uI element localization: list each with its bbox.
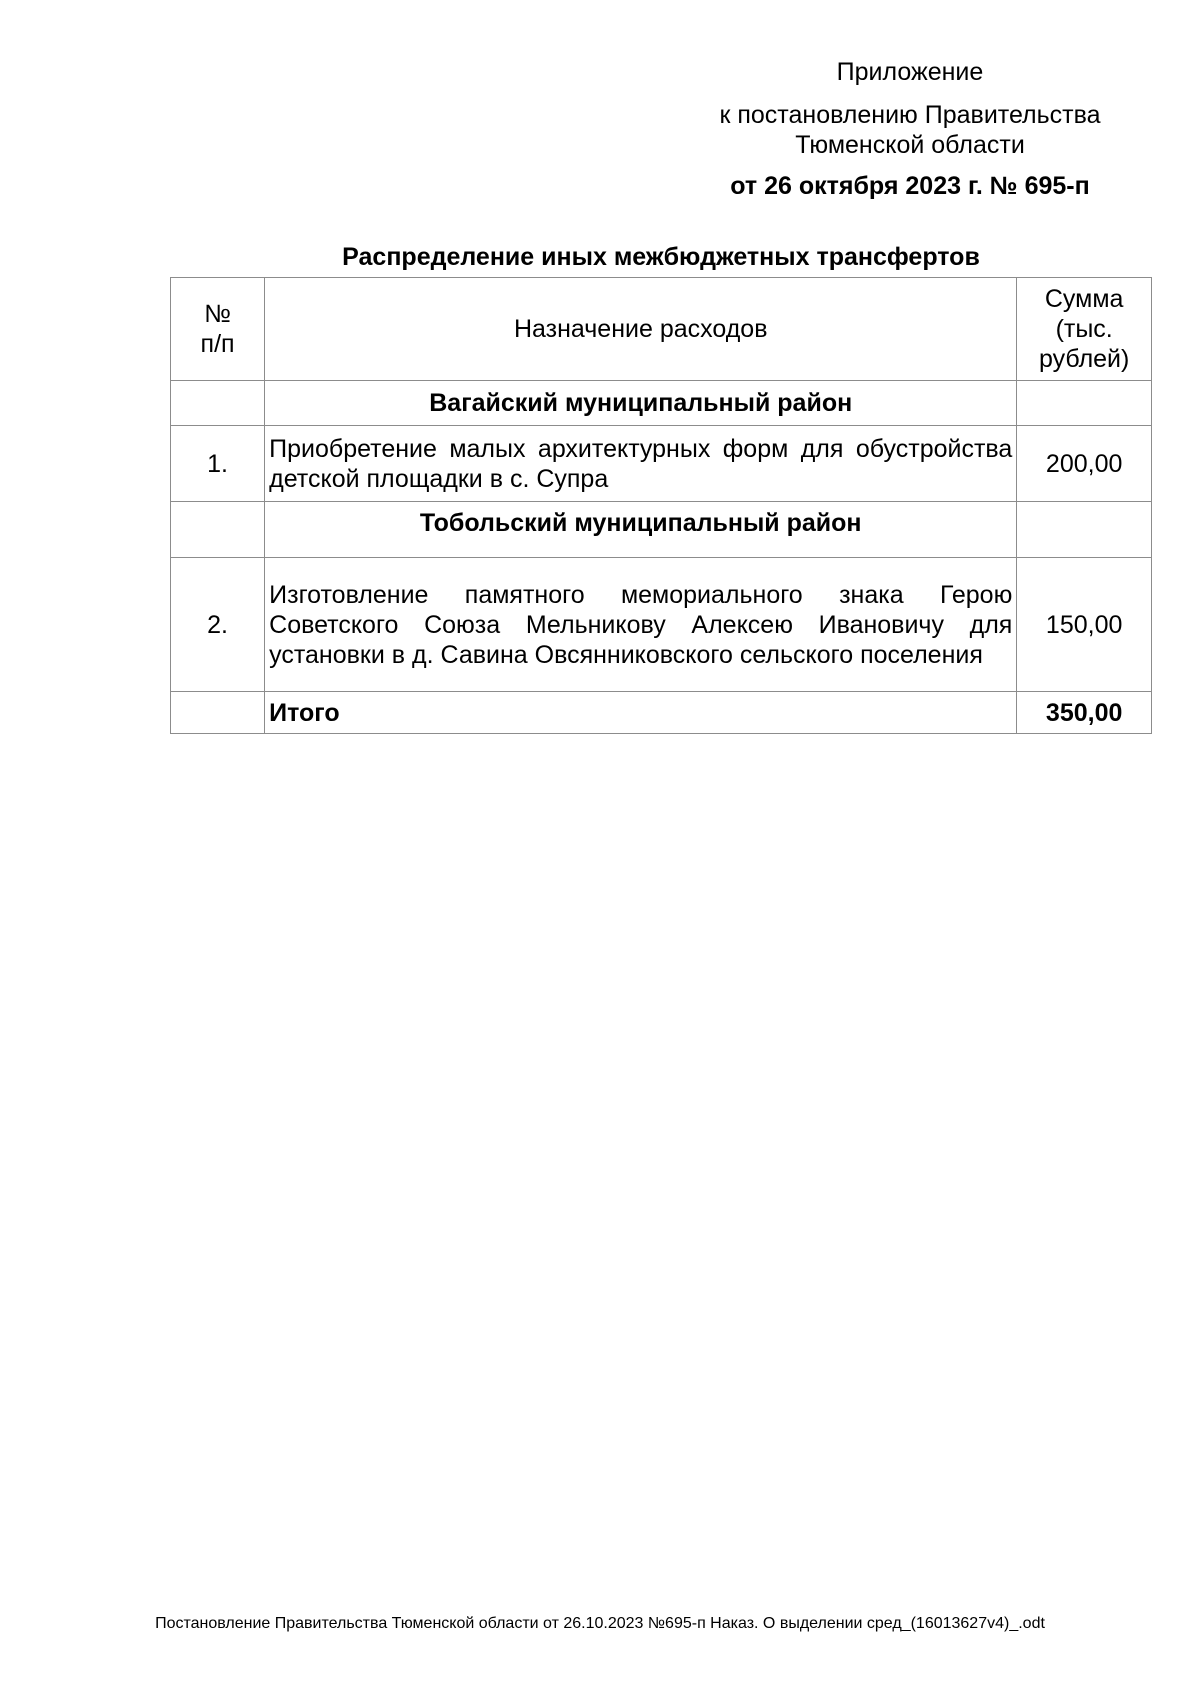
section-number-cell <box>171 381 265 426</box>
section-sum-cell <box>1017 502 1152 558</box>
appendix-reference-line-1: к постановлению Правительства <box>719 101 1101 129</box>
section-number-cell <box>171 502 265 558</box>
row-sum: 200,00 <box>1017 426 1152 502</box>
section-name: Тобольский муниципальный район <box>265 502 1017 558</box>
appendix-reference-line-2: Тюменской области <box>795 131 1025 159</box>
section-name: Вагайский муниципальный район <box>265 381 1017 426</box>
row-purpose: Приобретение малых архитектурных форм для обустройства детской площадки в с. Супра <box>265 426 1017 502</box>
appendix-label: Приложение <box>836 58 984 86</box>
table-row <box>171 426 1152 502</box>
document-footer: Постановление Правительства Тюменской области от 26.10.2023 №695-п Наказ. О выделении сред_(16013627v4)_.odt <box>155 1615 1045 1632</box>
column-header-sum-line-3: рублей) <box>1038 345 1130 373</box>
column-header-number-line-1: № <box>204 300 231 328</box>
column-header-sum <box>1017 278 1152 381</box>
table-header-row <box>171 278 1152 381</box>
document-title: Распределение иных межбюджетных трансфертов <box>342 243 980 271</box>
section-row <box>171 381 1152 426</box>
total-label: Итого <box>265 692 1017 734</box>
section-row <box>171 502 1152 558</box>
total-row <box>171 692 1152 734</box>
total-sum: 350,00 <box>1017 692 1152 734</box>
row-number: 1. <box>171 426 265 502</box>
table-row <box>171 558 1152 692</box>
row-number: 2. <box>171 558 265 692</box>
total-number-cell <box>171 692 265 734</box>
transfers-table <box>170 277 1152 734</box>
column-header-number-line-2: п/п <box>200 330 235 358</box>
column-header-purpose: Назначение расходов <box>265 278 1017 381</box>
appendix-date-number: от 26 октября 2023 г. № 695-п <box>730 172 1090 200</box>
section-sum-cell <box>1017 381 1152 426</box>
column-header-sum-line-1: Сумма <box>1044 285 1124 313</box>
row-purpose: Изготовление памятного мемориального знака Герою Советского Союза Мельникову Алексею Ивановичу для установки в д. Савина Овсянниковского сельского поселения <box>265 558 1017 692</box>
column-header-sum-line-2: (тыс. <box>1055 315 1113 343</box>
column-header-number <box>171 278 265 381</box>
row-sum: 150,00 <box>1017 558 1152 692</box>
